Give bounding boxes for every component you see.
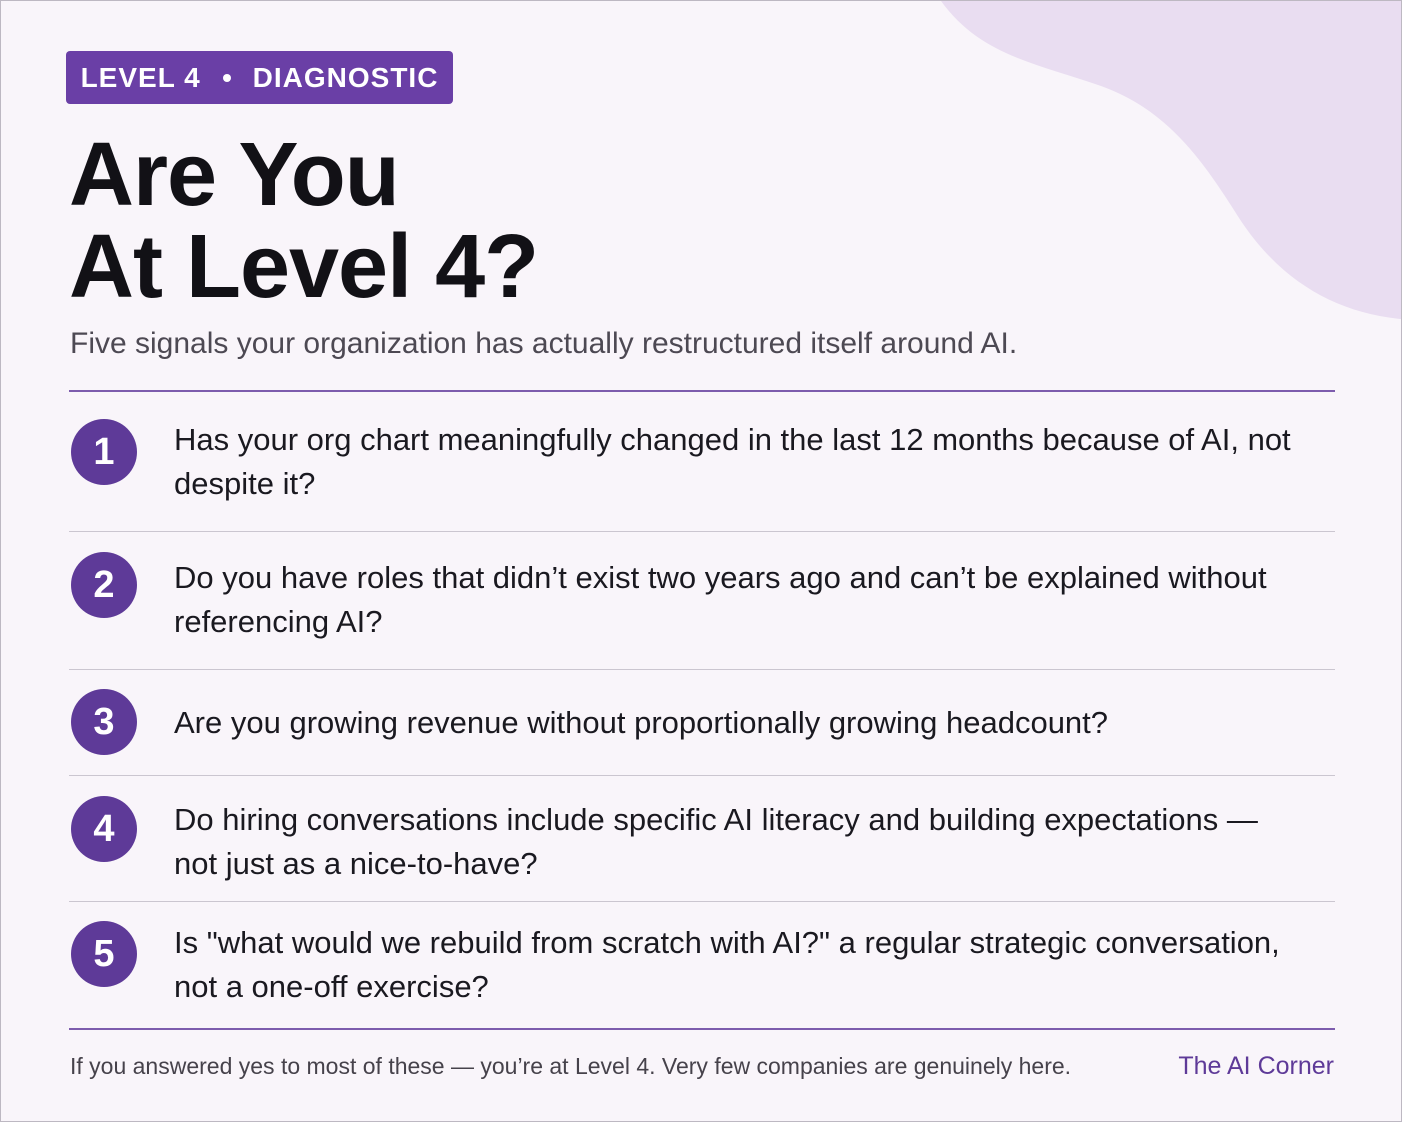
badge-level: LEVEL 4 [80,61,201,93]
question-text: Do you have roles that didn’t exist two years ago and can’t be explained without referencing AI? [174,560,1267,639]
question-text: Is "what would we rebuild from scratch with AI?" a regular strategic conversation, not a one-off exercise? [174,925,1280,1004]
badge-separator-dot [223,74,231,82]
level-badge [66,51,453,104]
page-subtitle: Five signals your organization has actually restructured itself around AI. [70,327,1018,360]
question-text: Has your org chart meaningfully changed in the last 12 months because of AI, not despite it? [174,422,1291,501]
title-line-1: Are You [69,125,399,225]
question-number-badge: 4 [71,796,137,862]
badge-category: DIAGNOSTIC [252,61,439,93]
question-number-badge: 3 [71,689,137,755]
question-item-4 [69,776,1335,902]
title-line-2: At Level 4? [69,217,539,317]
decorative-corner-shape [941,1,1401,331]
question-number-badge: 2 [71,552,137,618]
question-number-badge: 5 [71,921,137,987]
brand-name: The AI Corner [1178,1052,1334,1080]
page-title [69,125,539,317]
question-item-1 [69,392,1335,532]
question-number-badge: 1 [71,419,137,485]
question-text: Are you growing revenue without proportionally growing headcount? [174,705,1109,740]
question-text: Do hiring conversations include specific AI literacy and building expectations — not just as a nice-to-have? [174,802,1258,881]
footer-note: If you answered yes to most of these — you’re at Level 4. Very few companies are genuinely here. [70,1053,1072,1079]
question-item-5 [69,902,1335,1028]
bottom-rule [69,1028,1335,1030]
question-item-2 [69,532,1335,670]
question-item-3 [69,670,1335,776]
